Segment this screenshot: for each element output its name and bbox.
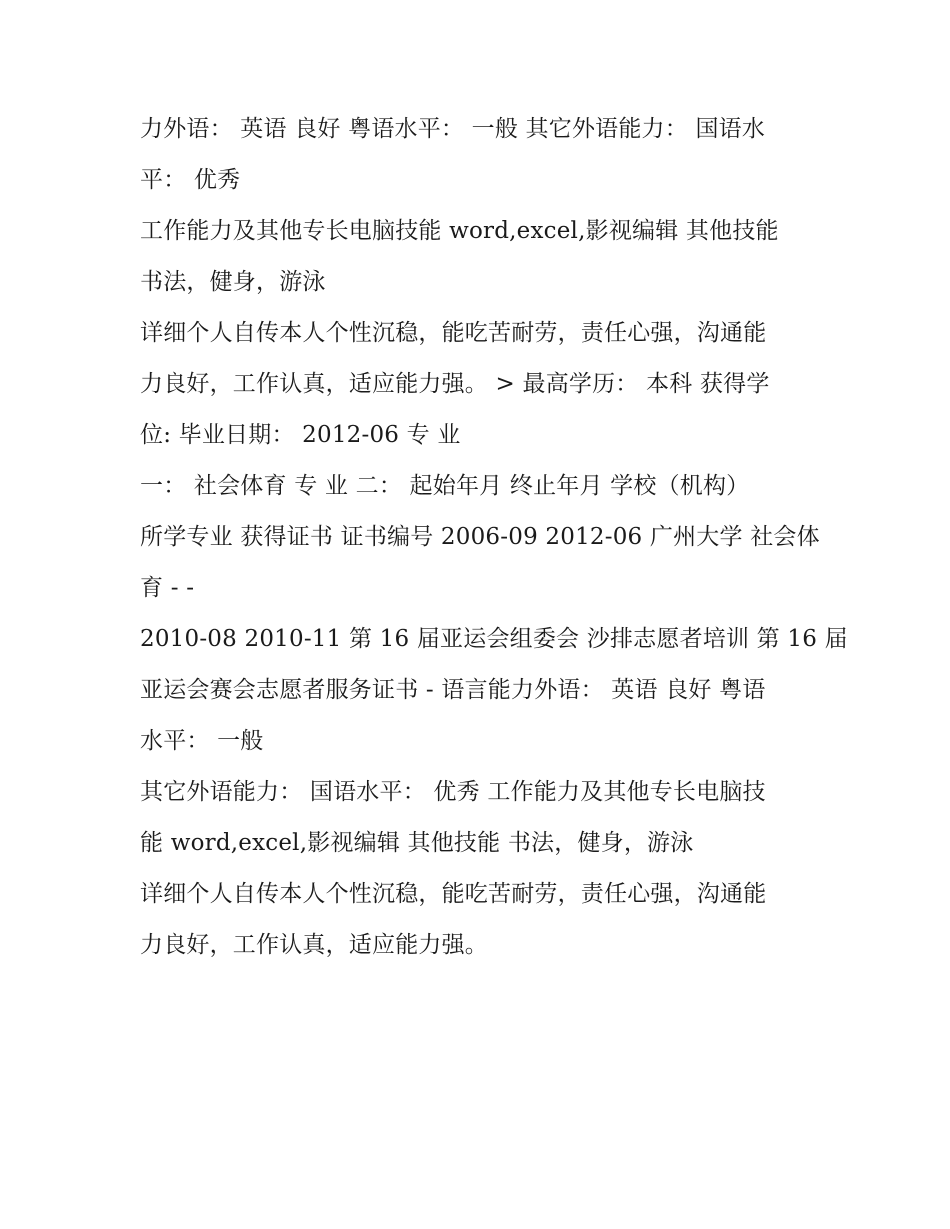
- text-line: 所学专业 获得证书 证书编号 2006-09 2012-06 广州大学 社会体: [140, 524, 820, 550]
- text-line: 一： 社会体育 专 业 二： 起始年月 终止年月 学校（机构）: [140, 473, 750, 499]
- text-line: 工作能力及其他专长电脑技能 word,excel,影视编辑 其他技能: [140, 218, 779, 244]
- text-line: 能 word,excel,影视编辑 其他技能 书法，健身，游泳: [140, 830, 694, 856]
- text-line: 位: 毕业日期： 2012-06 专 业: [140, 422, 461, 448]
- text-line: 详细个人自传本人个性沉稳，能吃苦耐劳，责任心强，沟通能: [140, 881, 767, 907]
- text-line: 育 - -: [140, 575, 195, 601]
- text-line: 平： 优秀: [140, 167, 241, 193]
- text-line: 2010-08 2010-11 第 16 届亚运会组委会 沙排志愿者培训 第 16 届: [140, 626, 848, 652]
- text-line: 亚运会赛会志愿者服务证书 - 语言能力外语： 英语 良好 粤语: [140, 677, 766, 703]
- text-line: 详细个人自传本人个性沉稳，能吃苦耐劳，责任心强，沟通能: [140, 320, 767, 346]
- text-line: 力良好，工作认真，适应能力强。 > 最高学历： 本科 获得学: [140, 371, 770, 397]
- text-line: 水平： 一般: [140, 728, 264, 754]
- text-line: 其它外语能力： 国语水平： 优秀 工作能力及其他专长电脑技: [140, 779, 766, 805]
- text-line: 力外语： 英语 良好 粤语水平： 一般 其它外语能力： 国语水: [140, 116, 766, 142]
- body-text: [140, 104, 848, 971]
- text-line: 书法，健身，游泳: [140, 269, 326, 295]
- text-line: 力良好，工作认真，适应能力强。: [140, 932, 488, 958]
